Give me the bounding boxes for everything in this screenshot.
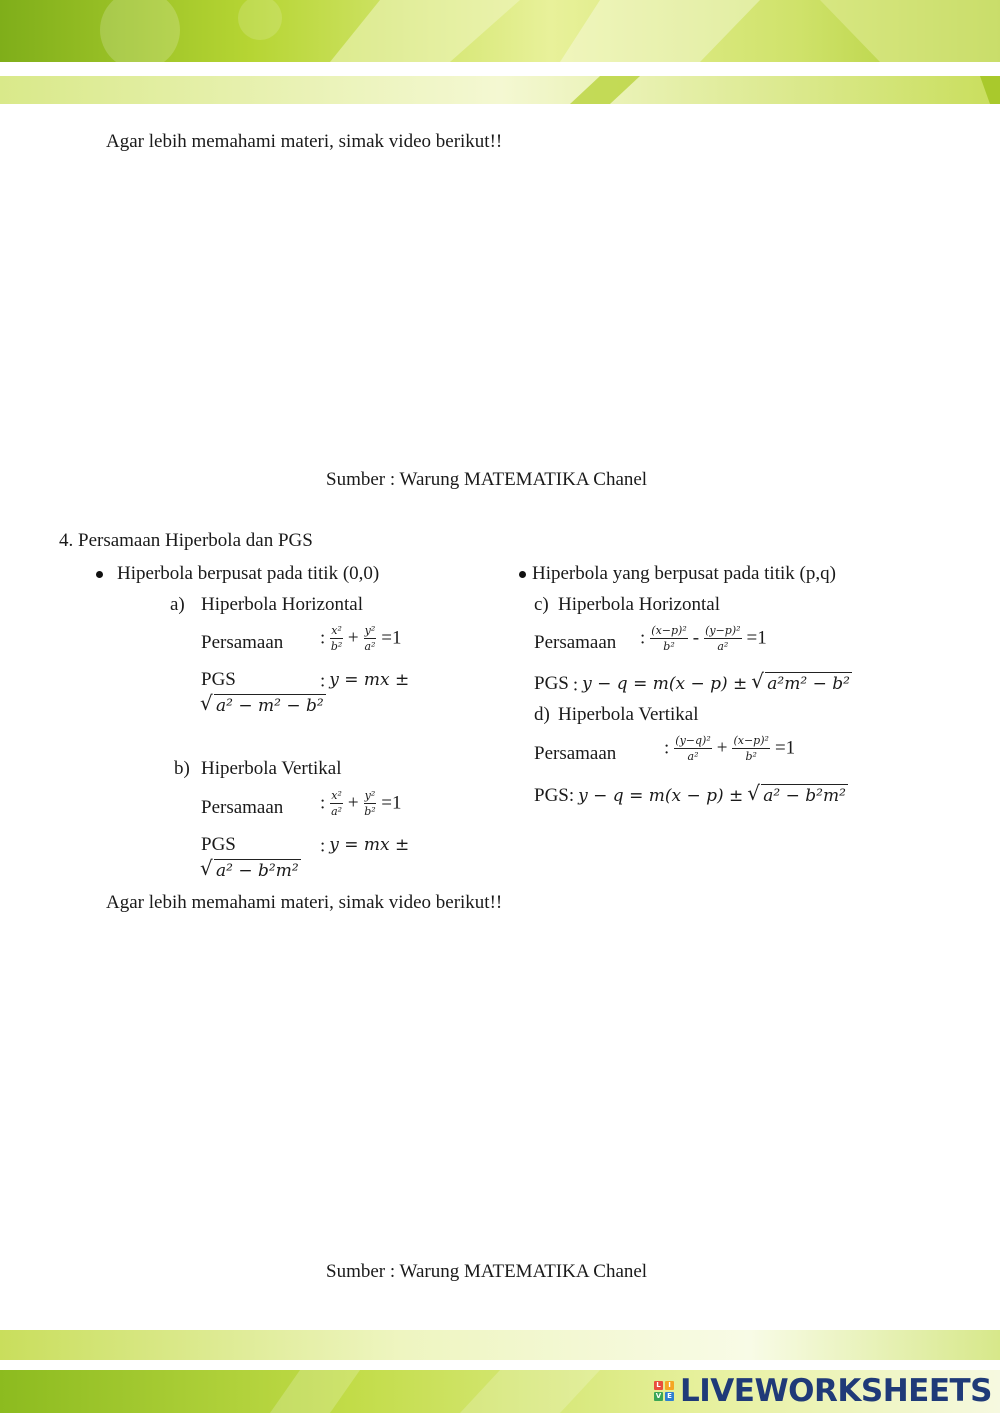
logo-mark-icon: L I V E — [654, 1381, 674, 1401]
fraction: $\frac{\text{y²}}{\text{b²}}$ — [364, 789, 376, 818]
item-marker-b: b) — [174, 758, 190, 779]
bullet-dot — [96, 571, 103, 578]
liveworksheets-logo[interactable] — [654, 1373, 992, 1409]
header-banner — [0, 0, 1000, 110]
fraction: $\frac{\text{(x−p)²}}{\text{b²}}$ — [651, 624, 687, 653]
intro-text: Agar lebih memahami materi, simak video berikut!! — [106, 892, 503, 913]
fraction: $\frac{\text{(y−p)²}}{\text{a²}}$ — [705, 624, 741, 653]
intro-text: Agar lebih memahami materi, simak video berikut!! — [106, 131, 503, 152]
persamaan-label: Persamaan — [534, 743, 617, 764]
persamaan-label: Persamaan — [201, 632, 284, 653]
item-title-d: Hiperbola Vertikal — [558, 704, 699, 725]
equation-c: : $\frac{\text{(x−p)²}}{\text{b²}}$ - $\frac{\text{(y−p)²}}{\text{a²}}$ =1 — [640, 624, 767, 653]
item-marker-c: c) — [534, 594, 549, 615]
fraction: $\frac{\text{x²}}{\text{b²}}$ — [330, 624, 343, 653]
pgs-label: PGS — [201, 669, 236, 690]
bullet-item-center-pq — [519, 563, 836, 585]
bullet-item-center-origin — [96, 563, 379, 585]
fraction: $\frac{\text{(x−p)²}}{\text{b²}}$ — [733, 734, 769, 763]
bullet-label: Hiperbola berpusat pada titik (0,0) — [117, 563, 380, 584]
fraction: $\frac{\text{y²}}{\text{a²}}$ — [364, 624, 376, 653]
pgs-expression-a: : y = mx ± — [320, 670, 410, 692]
video-source-caption: Sumber : Warung MATEMATIKA Chanel — [326, 469, 648, 490]
equation-a: : $\frac{\text{x²}}{\text{b²}}$ + $\frac{\text{y²}}{\text{a²}}$ =1 — [320, 624, 402, 653]
equation-b: : $\frac{\text{x²}}{\text{a²}}$ + $\frac{\text{y²}}{\text{b²}}$ =1 — [320, 789, 402, 818]
item-marker-a: a) — [170, 594, 185, 615]
pgs-expression-b: : y = mx ± — [320, 835, 410, 857]
persamaan-label: Persamaan — [534, 632, 617, 653]
pgs-expression-d: PGS: y − q = m(x − p) ± √ a² − b²m² — [534, 781, 846, 806]
equation-d: : $\frac{\text{(y−q)²}}{\text{a²}}$ + $\frac{\text{(x−p)²}}{\text{b²}}$ =1 — [664, 734, 796, 763]
section-title: 4. Persamaan Hiperbola dan PGS — [59, 530, 313, 551]
pgs-expression-c: PGS : y − q = m(x − p) ± √ a²m² − b² — [534, 669, 850, 696]
brand-name: LIVEWORKSHEETS — [680, 1373, 992, 1409]
item-title-a: Hiperbola Horizontal — [201, 594, 363, 615]
fraction: $\frac{\text{x²}}{\text{a²}}$ — [331, 789, 343, 818]
item-marker-d: d) — [534, 704, 550, 725]
bullet-label: Hiperbola yang berpusat pada titik (p,q) — [532, 563, 836, 584]
video-embed[interactable] — [100, 925, 900, 1250]
persamaan-label: Persamaan — [201, 797, 284, 818]
video-embed[interactable] — [100, 160, 900, 460]
pgs-sqrt-a: √ a² − m² − b² — [200, 691, 324, 716]
item-title-b: Hiperbola Vertikal — [201, 758, 342, 779]
pgs-label: PGS — [201, 834, 236, 855]
pgs-sqrt-b: √ a² − b²m² — [200, 856, 299, 881]
fraction: $\frac{\text{(y−q)²}}{\text{a²}}$ — [675, 734, 711, 763]
video-source-caption: Sumber : Warung MATEMATIKA Chanel — [326, 1261, 648, 1282]
item-title-c: Hiperbola Horizontal — [558, 594, 720, 615]
bullet-dot — [519, 571, 526, 578]
